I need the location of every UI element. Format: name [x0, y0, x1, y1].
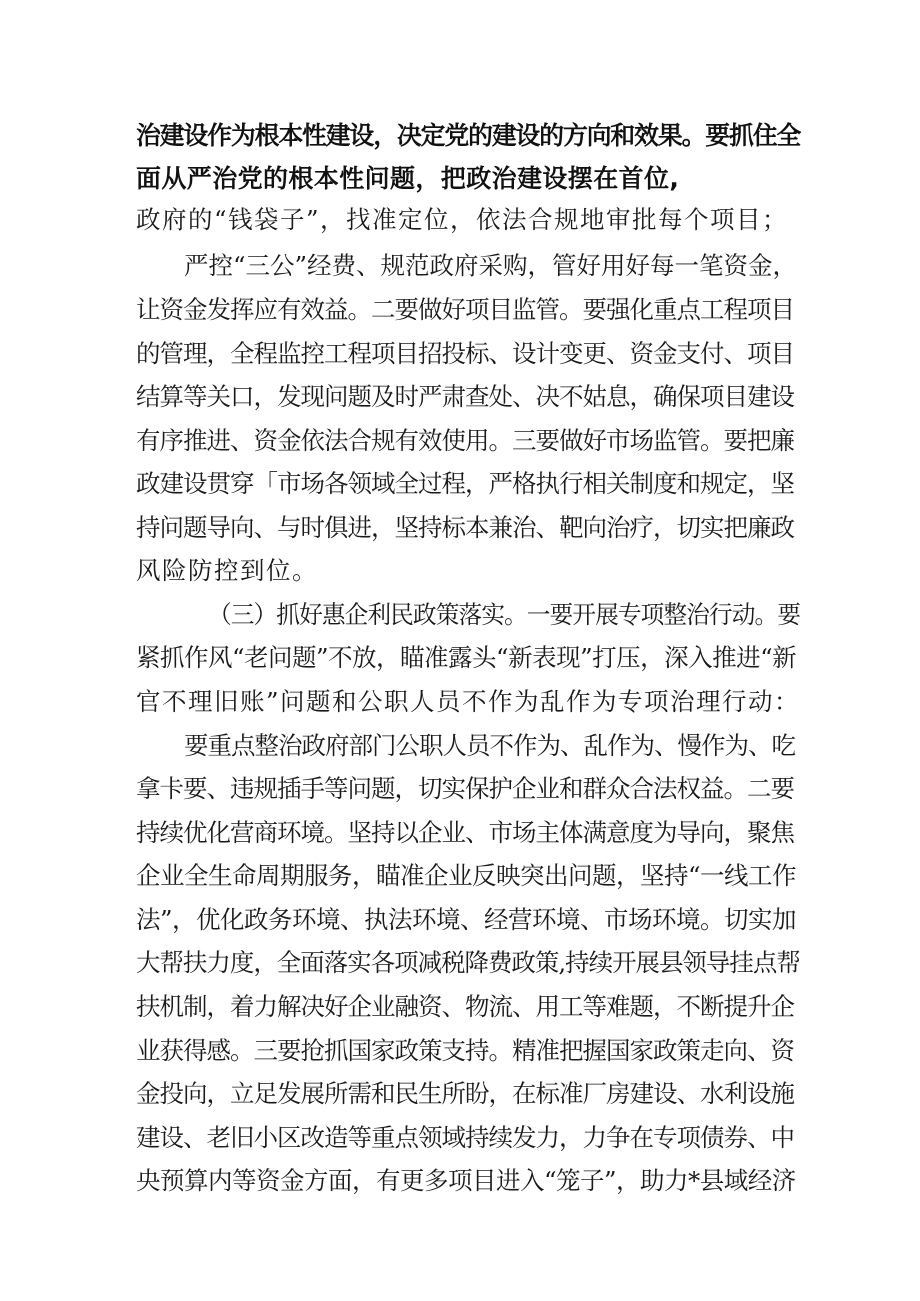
paragraph-3-line-2: 紧抓作风“老问题”不放，瞄准露头“新表现”打压，深入推进“新 [136, 643, 797, 672]
paragraph-4-line-2: 拿卡要、违规插手等问题，切实保护企业和群众合法权益。二要 [136, 774, 794, 803]
paragraph-4-line-8: 业获得感。三要抢抓国家政策支持。精准把握国家政策走向、资 [136, 1036, 794, 1065]
paragraph-3-line-1: （三）抓好惠企利民政策落实。一要开展专项整治行动。要 [208, 600, 800, 629]
paragraph-2-line-8: 风险防控到位。 [136, 556, 318, 585]
paragraph-4-line-5: 法”，优化政务环境、执法环境、经营环境、市场环境。切实加 [136, 905, 797, 934]
paragraph-4-line-9: 金投向，立足发展所需和民生所盼，在标准厂房建设、水利设施 [136, 1079, 794, 1108]
heading-line-2: 面从严治党的根本性问题，把政治建设摆在首位, [136, 164, 680, 193]
paragraph-2-line-6: 政建设贯穿「市场各领域全过程，严格执行相关制度和规定，坚 [136, 469, 794, 498]
paragraph-2-line-7: 持问题导向、与时俱进，坚持标本兼治、靶向治疗，切实把廉政 [136, 513, 794, 542]
paragraph-4-line-6: 大帮扶力度，全面落实各项减税降费政策,持续开展县领导挂点帮 [136, 948, 800, 977]
paragraph-4-line-7: 扶机制，着力解决好企业融资、物流、用工等难题，不断提升企 [136, 992, 794, 1021]
paragraph-4-line-10: 建设、老旧小区改造等重点领域持续发力，力争在专项债券、中 [136, 1123, 794, 1152]
paragraph-3-line-3: 官不理旧账”问题和公职人员不作为乱作为专项治理行动： [136, 687, 801, 716]
heading-line-1: 治建设作为根本性建设，决定党的建设的方向和效果。要抓住全 [136, 121, 801, 150]
paragraph-4-line-1: 要重点整治政府部门公职人员不作为、乱作为、慢作为、吃 [184, 731, 795, 760]
paragraph-2-line-1: 严控“三公”经费、规范政府采购，管好用好每一笔资金， [184, 251, 798, 280]
paragraph-2-line-3: 的管理，全程监控工程项目招投标、设计变更、资金支付、项目 [136, 339, 794, 368]
paragraph-4-line-11: 央预算内等资金方面，有更多项目进入“笼子”，助力*县域经济 [136, 1166, 796, 1195]
paragraph-2-line-4: 结算等关口，发现问题及时严肃查处、决不姑息，确保项目建设 [136, 382, 794, 411]
paragraph-1-line-1: 政府的“钱袋子”，找准定位，依法合规地审批每个项目； [136, 205, 789, 234]
paragraph-2-line-5: 有序推进、资金依法合规有效使用。三要做好市场监管。要把廉 [136, 426, 794, 455]
paragraph-4-line-3: 持续优化营商环境。坚持以企业、市场主体满意度为导向，聚焦 [136, 818, 794, 847]
paragraph-2-line-2: 让资金发挥应有效益。二要做好项目监管。要强化重点工程项目 [136, 295, 794, 324]
paragraph-4-line-4: 企业全生命周期服务，瞄准企业反映突出问题，坚持“一线工作 [136, 861, 797, 890]
